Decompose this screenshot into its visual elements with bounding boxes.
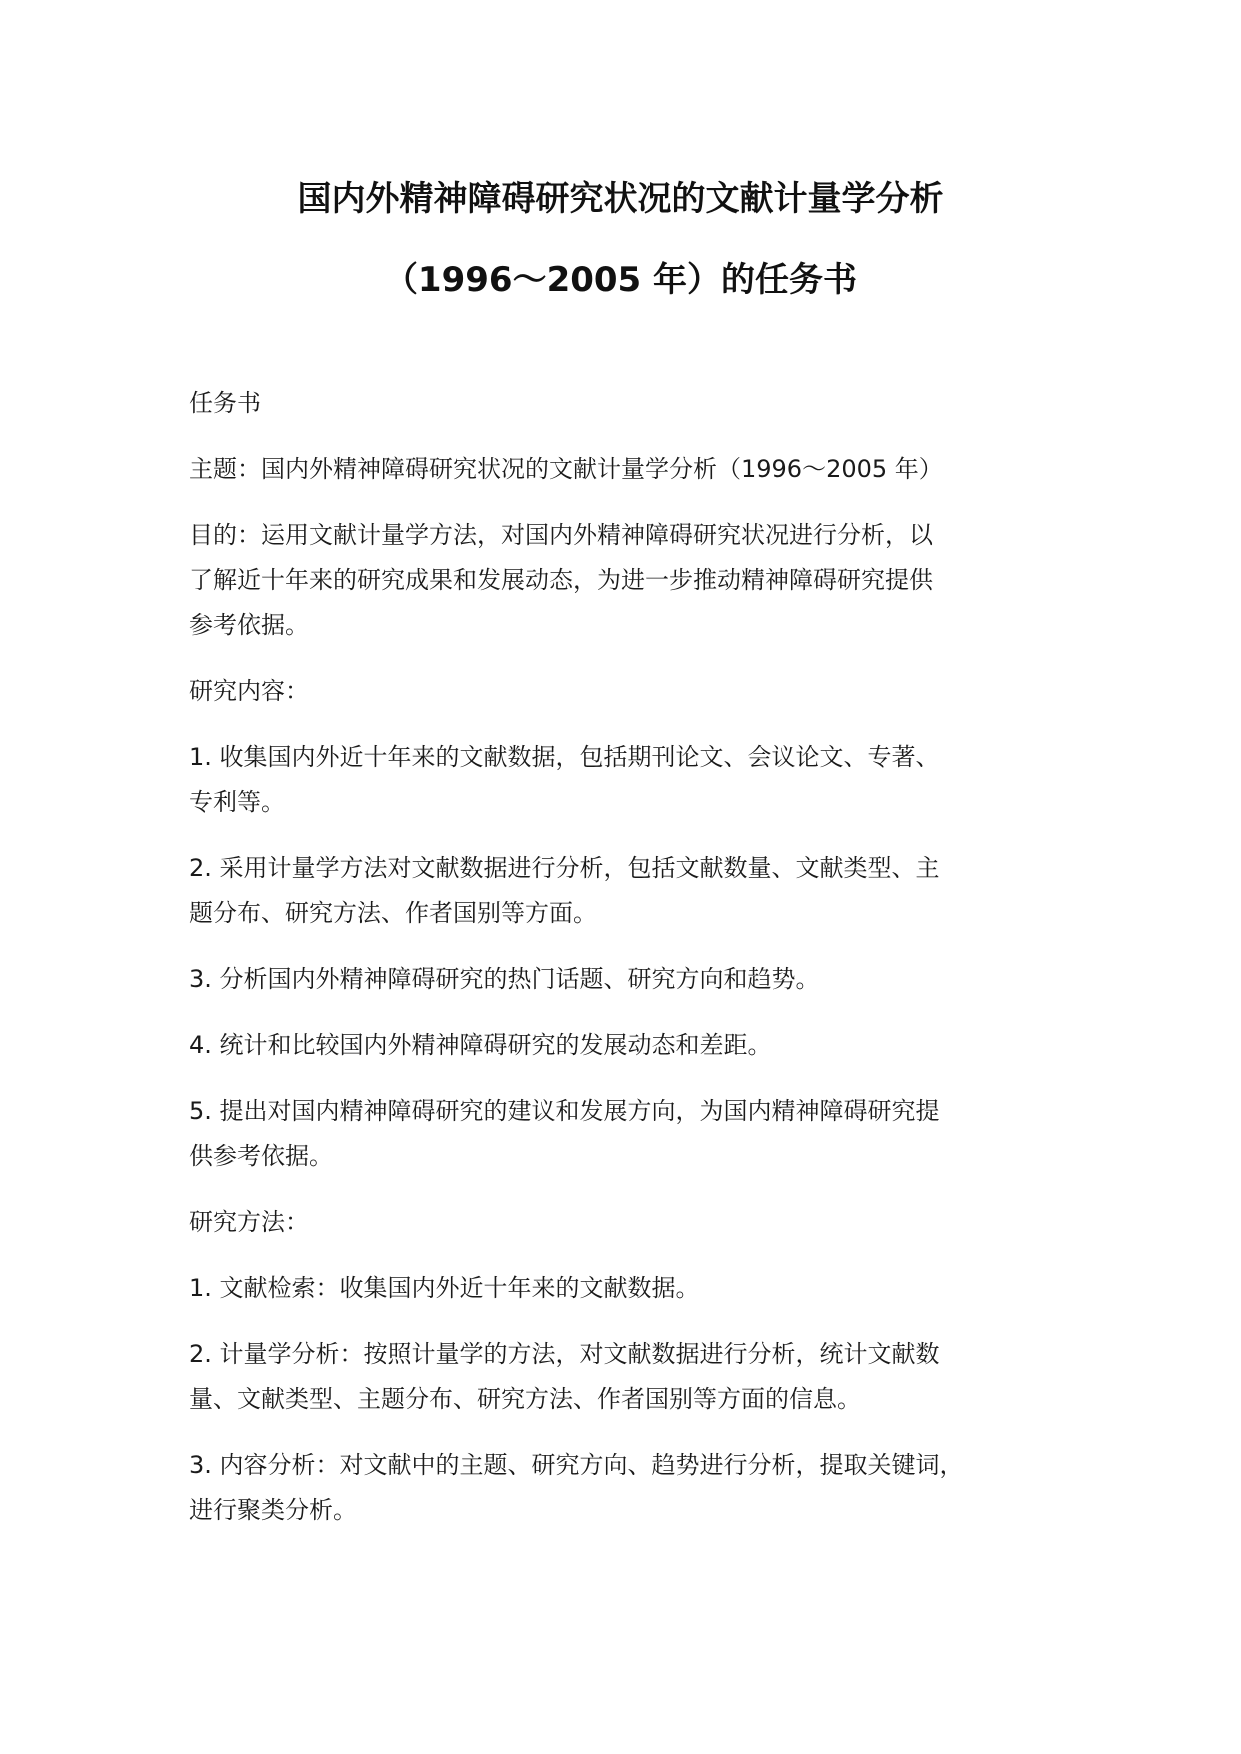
topic-paragraph xyxy=(189,447,1089,492)
method-heading xyxy=(189,1200,1089,1245)
title-line-1: 国内外精神障碍研究状况的文献计量学分析 xyxy=(297,179,944,219)
list-item-line: 1. 收集国内外近十年来的文献数据，包括期刊论文、会议论文、专著、 xyxy=(189,743,940,771)
content-item-4 xyxy=(189,1023,1089,1068)
list-item-line: 量、文献类型、主题分布、研究方法、作者国别等方面的信息。 xyxy=(189,1385,861,1413)
title-line-2: （1996～2005 年）的任务书 xyxy=(383,260,858,300)
method-item-1 xyxy=(189,1266,1089,1311)
content-heading-text: 研究内容： xyxy=(189,677,309,705)
purpose-line: 了解近十年来的研究成果和发展动态，为进一步推动精神障碍研究提供 xyxy=(189,566,933,594)
purpose-line: 目的：运用文献计量学方法，对国内外精神障碍研究状况进行分析，以 xyxy=(189,521,933,549)
content-heading xyxy=(189,669,1089,714)
list-item-line: 进行聚类分析。 xyxy=(189,1496,357,1524)
list-item-line: 2. 计量学分析：按照计量学的方法，对文献数据进行分析，统计文献数 xyxy=(189,1340,940,1368)
method-item-3 xyxy=(189,1443,1089,1533)
content-item-2 xyxy=(189,846,1089,936)
purpose-line: 参考依据。 xyxy=(189,611,309,639)
list-item-line: 2. 采用计量学方法对文献数据进行分析，包括文献数量、文献类型、主 xyxy=(189,854,940,882)
purpose-paragraph xyxy=(189,513,1089,648)
list-item-line: 专利等。 xyxy=(189,788,285,816)
list-item-line: 题分布、研究方法、作者国别等方面。 xyxy=(189,899,597,927)
list-item-line: 3. 内容分析：对文献中的主题、研究方向、趋势进行分析，提取关键词， xyxy=(189,1451,964,1479)
task-label xyxy=(189,381,1089,426)
content-item-1 xyxy=(189,735,1089,825)
document-title xyxy=(0,176,1241,303)
list-item-line: 4. 统计和比较国内外精神障碍研究的发展动态和差距。 xyxy=(189,1031,772,1059)
content-item-5 xyxy=(189,1089,1089,1179)
list-item-line: 5. 提出对国内精神障碍研究的建议和发展方向，为国内精神障碍研究提 xyxy=(189,1097,940,1125)
list-item-line: 供参考依据。 xyxy=(189,1142,333,1170)
method-heading-text: 研究方法： xyxy=(189,1208,309,1236)
content-item-3 xyxy=(189,957,1089,1002)
list-item-line: 3. 分析国内外精神障碍研究的热门话题、研究方向和趋势。 xyxy=(189,965,820,993)
list-item-line: 1. 文献检索：收集国内外近十年来的文献数据。 xyxy=(189,1274,700,1302)
topic-text: 主题：国内外精神障碍研究状况的文献计量学分析（1996～2005 年） xyxy=(189,455,943,483)
task-label-text: 任务书 xyxy=(189,389,261,417)
document-body xyxy=(189,381,1089,1554)
method-item-2 xyxy=(189,1332,1089,1422)
